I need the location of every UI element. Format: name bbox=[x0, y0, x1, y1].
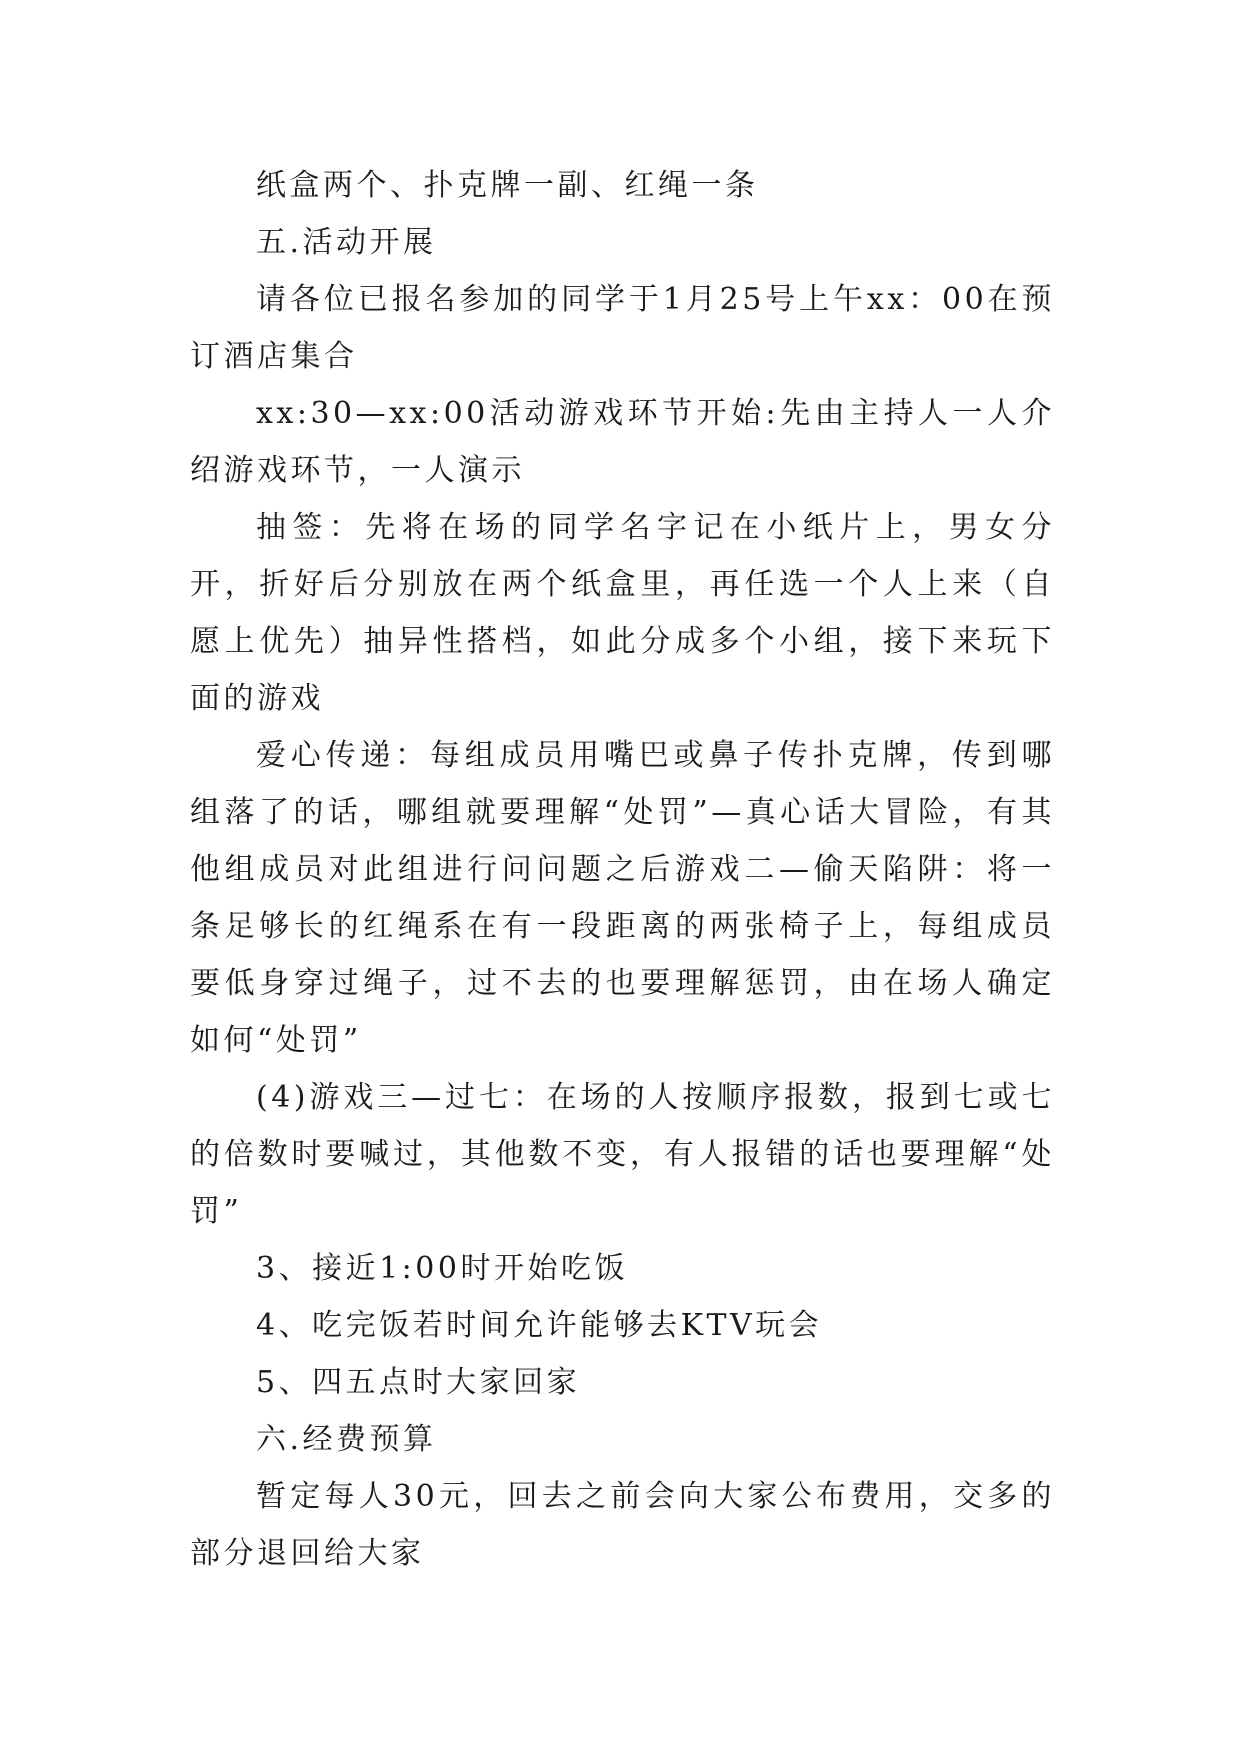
paragraph-game-start: xx:30—xx:00活动游戏环节开始:先由主持人一人介绍游戏环节，一人演示 bbox=[190, 396, 1055, 488]
paragraph-lunch: 3、接近1:00时开始吃饭 bbox=[256, 1251, 628, 1286]
paragraph-materials: 纸盒两个、扑克牌一副、红绳一条 bbox=[256, 168, 759, 203]
paragraph-assembly: 请各位已报名参加的同学于1月25号上午xx：00在预订酒店集合 bbox=[190, 282, 1055, 374]
paragraph-ktv: 4、吃完饭若时间允许能够去KTV玩会 bbox=[256, 1308, 823, 1343]
paragraph-game-three: (4)游戏三—过七：在场的人按顺序报数，报到七或七的倍数时要喊过，其他数不变，有人报错的话也要理解“处罚” bbox=[190, 1080, 1055, 1229]
section-heading-budget: 六.经费预算 bbox=[256, 1422, 437, 1457]
section-heading-activity: 五.活动开展 bbox=[256, 225, 437, 260]
paragraph-budget: 暂定每人30元，回去之前会向大家公布费用，交多的部分退回给大家 bbox=[190, 1479, 1055, 1571]
paragraph-draw-lots: 抽签：先将在场的同学名字记在小纸片上，男女分开，折好后分别放在两个纸盒里，再任选一个人上来（自愿上优先）抽异性搭档，如此分成多个小组，接下来玩下面的游戏 bbox=[190, 510, 1055, 716]
paragraph-go-home: 5、四五点时大家回家 bbox=[256, 1365, 581, 1400]
paragraph-love-relay: 爱心传递：每组成员用嘴巴或鼻子传扑克牌，传到哪组落了的话，哪组就要理解“处罚”—真心话大冒险，有其他组成员对此组进行问问题之后游戏二—偷天陷阱：将一条足够长的红绳系在有一段距离的两张椅子上，每组成员要低身穿过绳子，过不去的也要理解惩罚，由在场人确定如何“处罚” bbox=[190, 738, 1055, 1058]
document-body bbox=[190, 157, 1055, 1582]
